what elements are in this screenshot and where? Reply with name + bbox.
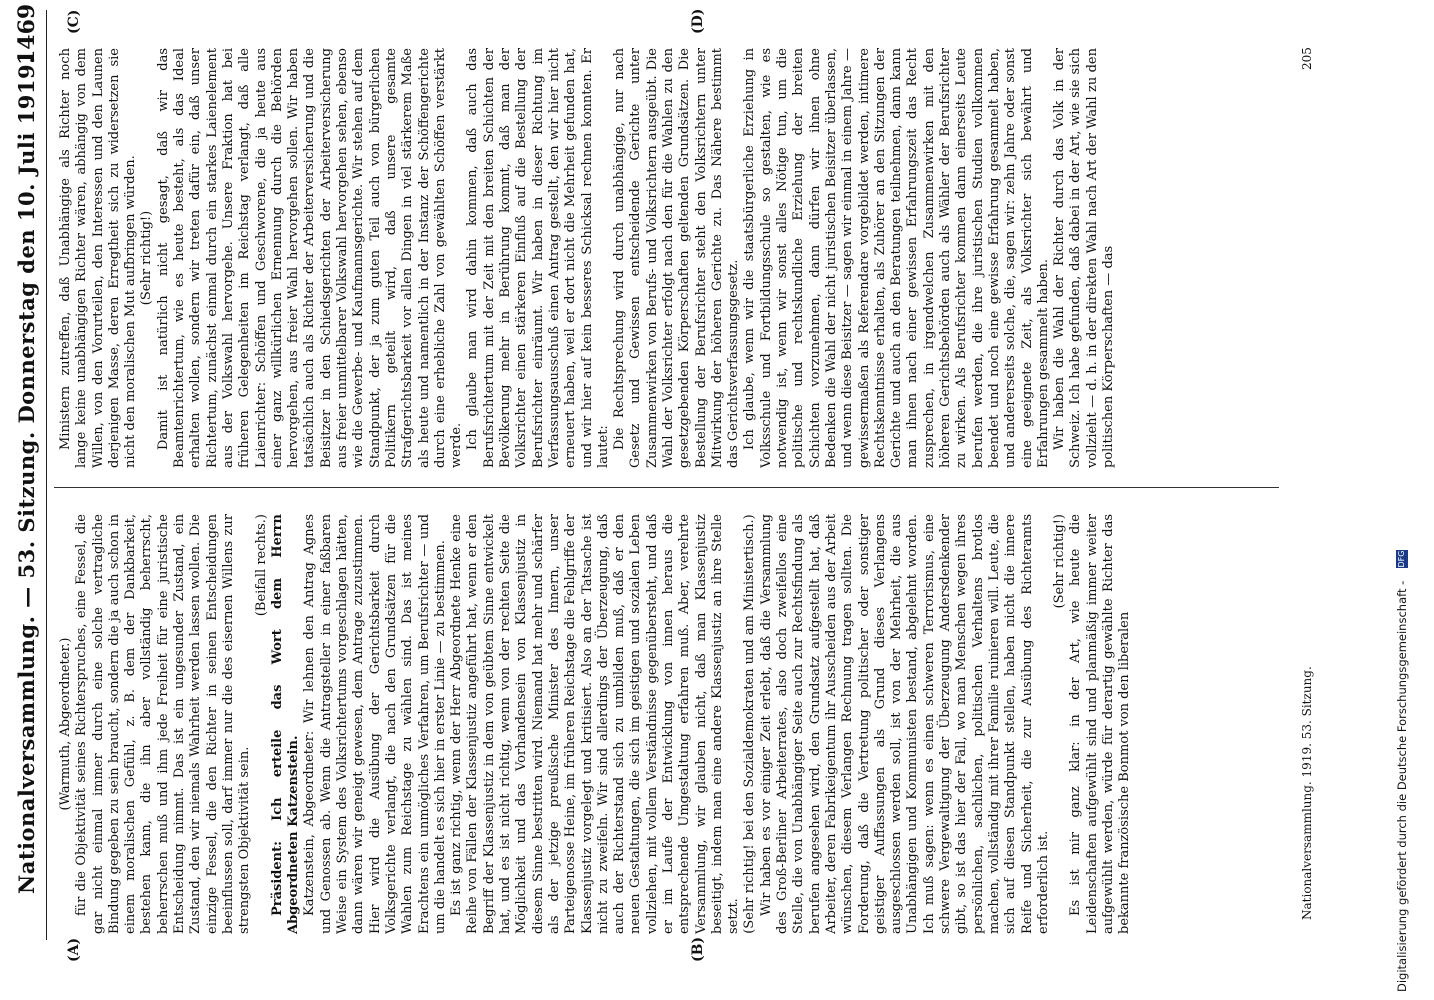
running-head-title: Nationalversammlung. — 53. Sitzung. Donnerstag den 10. Juli 1919. bbox=[14, 56, 39, 894]
paragraph: Ministern zutreffen, daß Unabhängige als Richter noch lange keine unabhängigen Richter wären, abhängig von dem Willen, von den Vorurteilen, den Interessen und den Launen derjenigen Masse, deren Erregtheit sich zu widersetzen sie nicht den moralischen Mut aufbringen würden. bbox=[58, 48, 139, 468]
paragraph: Ich glaube man wird dahin kommen, daß auch das Berufsrichtertum mit der Zeit mit den breiten Schichten der Bevölkerung mehr in Berührung kommt, daß man der Volksrichter einen stärkeren Einfluß auf die Bestellung der Berufsrichter einräumt. Wir haben in dieser Richtung im Verfassungsausschuß einen Antrag gestellt, den wir hier nicht erneuert haben, weil er dort nicht die Mehrheit gefunden hat, und wir hier auf kein besseres Schicksal rechnen konnten. Er lautet: bbox=[465, 48, 611, 468]
left-footer: Nationalversammlung. 1919. 53. Sitzung. bbox=[1300, 666, 1314, 920]
paragraph: Wir haben die Wahl der Richter durch das Volk in der Schweiz. Ich habe gefunden, daß dabei in der Art, wie sie sich vollzieht — d. h. in der direkten Wahl nach Art der Wahl zu den politischen Körperschaften — das bbox=[1052, 48, 1116, 468]
right-footer: 205 bbox=[1300, 47, 1314, 70]
column-divider bbox=[54, 487, 1279, 488]
funder-text: Digitalisierung gefördert durch die Deutsche Forschungsgemeinschaft - bbox=[1395, 580, 1409, 992]
paragraph: (Warmuth, Abgeordneter.) bbox=[58, 637, 73, 811]
paragraph: Ich glaube, wenn wir die staatsbürgerliche Erziehung in Volksschule und Fortbildungsschule so gestalten, wie es notwendig ist, wenn wir sonst alles Nötige tun, um die politische und rechtskundliche Erziehung der breiten Schichten vorzunehmen, dann dürfen wir ihnen ohne Bedenken die Wahl der nicht juristischen Beisitzer überlassen, und wenn diese Beisitzer — sagen wir einmal in einem Jahre — gewissermaßen als Referendare vorgebildet werden, intimere Rechtskenntnisse erhalten, als Zuhörer an den Sitzungen der Gerichte und auch an den Beratungen teilnehmen, dann kann man ihnen nach einer gewissen Erfahrungszeit das Recht zusprechen, in irgendwelchen Zusammenwirken mit den höheren Gerichtsbehörden auch als Wähler der Berufsrichter zu wirken. Als Berufsrichter kommen dann einerseits Leute berufen werden, die ihre juristischen Studien vollkommen beendet und noch eine gewisse Erfahrung gesammelt haben, und andererseits solche, die, sagen wir: zehn Jahre oder sonst eine geeignete Zeit, als Volksrichter sich bewährt und Erfahrungen gesammelt haben. bbox=[742, 48, 1051, 468]
dfg-logo: DFG bbox=[1397, 550, 1406, 568]
paragraph: Präsident: Ich erteile das Wort dem Herrn Abgeordneten Katzenstein. bbox=[269, 514, 302, 934]
page-number: 1469 bbox=[14, 3, 40, 65]
header-rule bbox=[46, 10, 47, 940]
right-text-column bbox=[58, 48, 1273, 468]
paragraph: Katzenstein, Abgeordneter: Wir lehnen den Antrag Agnes und Genossen ab. Wenn die Antragsteller in einer faßbaren Weise ein System des Volksrichtertums vorgeschlagen hätten, dann wären wir geneigt gewesen, dem Antrage zuzustimmen. Hier wird die Ausübung der Gerichtsbarkeit durch Volksgerichte verlangt, die nach den Grundsätzen für die Wahlen zum Reichstage zu wählen sind. Das ist meines Erachtens ein unmögliches Verfahren, um Berufsrichter — und um die handelt es sich hier in erster Linie — zu bestimmen. bbox=[302, 514, 448, 934]
paragraph: Es ist ganz richtig, wenn der Herr Abgeordnete Henke eine Reihe von Fällen der Klassenjustiz angeführt hat, wenn er den Begriff der Klassenjustiz in dem von geübtem Sinne entwickelt hat, und es ist nicht richtig, wenn von der rechten Seite die Möglichkeit und das Vorhandensein von Klassenjustiz in diesem Sinne bestritten wird. Niemand hat mehr und schärfer als der jetzige preußische Minister des Innern, unser Parteigenosse Heine, im früheren Reichstage die Fehlgriffe der Klassenjustiz vorgelegt und kritisiert. Also an der Tatsache ist nicht zu zweifeln. Wir sind allerdings der Überzeugung, daß auch der Richterstand sich zu umbilden muß, daß er den neuen Gestaltungen, die sich im geistigen und sozialen Leben vollziehen, mit vollem Verständnisse gegenübersteht, und daß er im Laufe der Entwicklung von innen heraus die entsprechende Umgestaltung erfahren muß. Aber, verehrte Versammlung, wir glauben nicht, daß man Klassenjustiz beseitigt, indem man eine andere Klassenjustiz an ihre Stelle setzt. bbox=[449, 514, 742, 934]
margin-letter-b: (B) bbox=[690, 936, 706, 962]
running-head bbox=[14, 3, 44, 940]
paragraph: Wir haben es vor einiger Zeit erlebt, daß die Versammlung des Groß-Berliner Arbeiterrates, also doch zweifellos eine Stelle, die von Unabhängiger Seite auch zur Rechtsfindung als berufen angesehen wird, den Grundsatz aufgestellt hat, daß Arbeiter, deren Fabrikeigentum ihr Ausscheiden aus der Arbeit wünschen, diesem Verlangen Rechnung tragen sollten. Die Forderung, daß die Vertretung politischer oder sonstiger geistiger Auffassungen als Grund dieses Verlangens ausgeschlossen werden soll, ist von der Mehrheit, die aus Unabhängigen und Kommunisten bestand, abgelehnt worden. Ich muß sagen: wenn es einen schweren Terrorismus, eine schwere Vergewaltigung der Überzeugung Andersdenkender gibt, so ist das hier der Fall, wo man Menschen wegen ihres persönlichen, sachlichen, politischen Verhaltens brotlos machen, vollständig mit ihrer Familie ruinieren will. Leute, die sich auf diesen Standpunkt stellen, haben nicht die innere Reife und Sicherheit, die zur Ausübung des Richteramts erforderlich ist. bbox=[758, 514, 1051, 934]
left-text-column bbox=[58, 514, 1273, 934]
margin-letter-a: (A) bbox=[66, 937, 82, 962]
paragraph: Es ist mir ganz klar: in der Art, wie heute die Leidenschaften aufgewühlt sind und planmäßig immer weiter aufgewühlt werden, würde für derartig gewählte Richter das bekannte französische Bonmot von den liberalen bbox=[1068, 514, 1133, 934]
paragraph: (Sehr richtig! bei den Sozialdemokraten und am Ministertisch.) bbox=[742, 514, 758, 934]
margin-letter-c: (C) bbox=[66, 9, 82, 34]
paragraph: (Sehr richtig!) bbox=[139, 210, 155, 306]
paragraph: (Beifall rechts.) bbox=[253, 514, 269, 617]
paragraph: (Sehr richtig!) bbox=[1052, 514, 1068, 609]
paragraph: für die Objektivität seines Richterspruches, eine Fessel, die gar nicht einmal immer durch eine solche vertragliche Bindung gegeben zu sein braucht, sondern die ja auch schon in einem moralischen Gefühl, z. B. dem der Dankbarkeit, bestehen kann, die ihn aber vollständig beherrscht, beherrschen muß und ihm jede Freiheit für eine juristische Entscheidung nimmt. Das ist ein ungesunder Zustand, ein Zustand, den wir niemals Wahrheit werden lassen wollen. Die einzige Fessel, die den Richter in seinen Entscheidungen beeinflussen soll, darf immer nur die des eisernen Willens zur strengsten Objektivität sein. bbox=[74, 514, 253, 934]
paragraph: Damit ist natürlich nicht gesagt, daß wir das Beamtenrichtertum, wie es heute besteht, als das Ideal erhalten wollen, sondern wir treten dafür ein, daß unser Richtertum, zunächst einmal durch ein starkes Laienelement aus der Volkswahl hervorgehe. Unsere Fraktion hat bei früheren Gelegenheiten im Reichstag verlangt, daß alle Laienrichter: Schöffen und Geschworene, die ja heute aus einer ganz willkürlichen Ernennung durch die Behörden hervorgehen, aus freier Wahl hervorgehen sollen. Wir haben tatsächlich auch als Richter der Arbeiterversicherung und die Beisitzer in den Schiedsgerichten der Arbeiterversicherung aus freier unmittelbarer Volkswahl hervorgehen sehen, ebenso wie die Gewerbe- und Kaufmannsgerichte. Wir stehen auf dem Standpunkt, der ja zum guten Teil auch von bürgerlichen Politikern geteilt wird, daß unsere gesamte Strafgerichtsbarkeit vor allen Dingen in viel stärkerem Maße als heute und namentlich in der Instanz der Schöffengerichte durch eine erhebliche Zahl von gewählten Schöffen verstärkt werde. bbox=[155, 48, 465, 468]
paragraph: Die Rechtsprechung wird durch unabhängige, nur nach Gesetz und Gewissen entscheidende Gerichte unter Zusammenwirken von Berufs- und Volksrichtern ausgeübt. Die Wahl der Volksrichter erfolgt nach den für die Wahlen zu den gesetzgebenden Körperschaften geltenden Grundsätzen. Die Bestellung der Berufsrichter steht den Volksrichtern unter Mitwirkung der höheren Gerichte zu. Das Nähere bestimmt das Gerichtsverfassungsgesetz. bbox=[612, 48, 742, 468]
funder-strip bbox=[1395, 2, 1415, 992]
margin-letter-d: (D) bbox=[690, 8, 706, 34]
